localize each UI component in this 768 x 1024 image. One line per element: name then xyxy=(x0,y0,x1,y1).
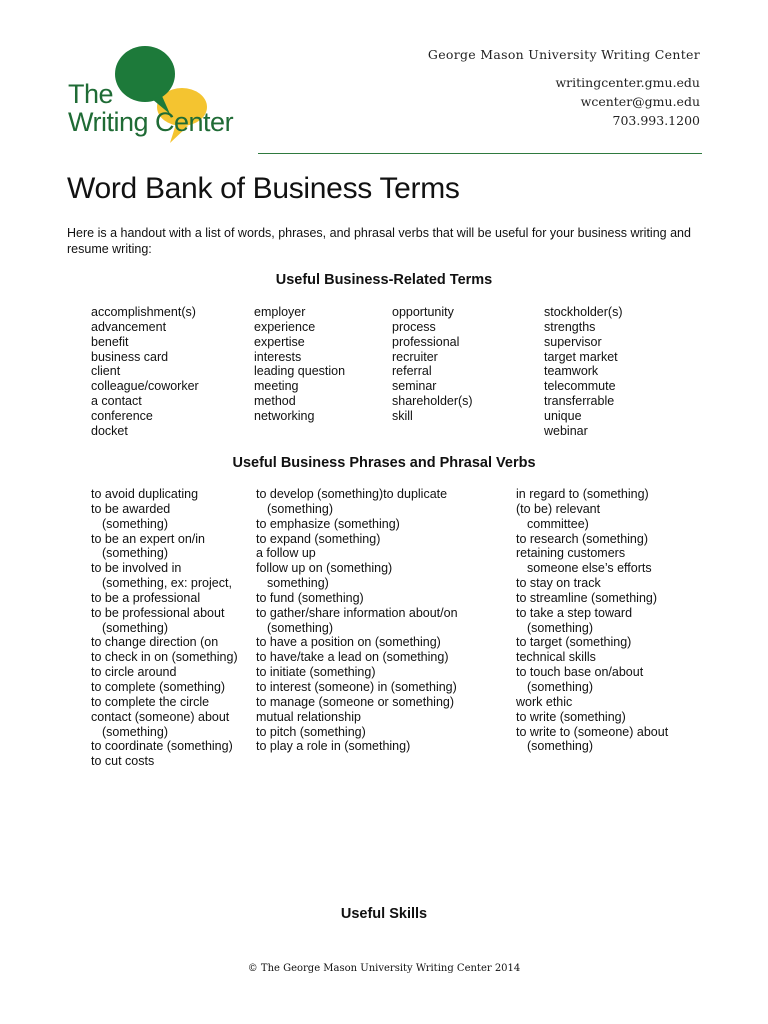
list-item: to complete the circle xyxy=(91,694,210,709)
skills-heading: Useful Skills xyxy=(340,906,428,922)
footer-copyright: © The George Mason University Writing Center 2014 xyxy=(247,963,521,974)
list-item: professional xyxy=(392,334,460,349)
list-item: contact (someone) about xyxy=(91,709,230,724)
list-item: (something) xyxy=(527,739,593,754)
list-item: meeting xyxy=(254,379,299,394)
phone-number: 703.993.1200 xyxy=(612,113,700,128)
list-item: referral xyxy=(392,364,432,379)
phrases-column-1 xyxy=(91,487,238,769)
list-item: to write (something) xyxy=(516,709,626,724)
list-item: to pitch (something) xyxy=(256,724,366,739)
terms-heading: Useful Business-Related Terms xyxy=(275,272,493,288)
list-item: interests xyxy=(254,349,302,364)
list-item: (something) xyxy=(267,501,333,516)
list-item: teamwork xyxy=(544,364,599,379)
list-item: (something) xyxy=(102,620,168,635)
phrases-heading: Useful Business Phrases and Phrasal Verbs xyxy=(232,455,536,471)
list-item: (something) xyxy=(527,679,593,694)
list-item: advancement xyxy=(91,319,167,334)
list-item: employer xyxy=(254,305,306,319)
list-item: to touch base on/about xyxy=(516,665,644,680)
email-link[interactable]: wcenter@gmu.edu xyxy=(580,94,700,109)
list-item: to write to (someone) about xyxy=(516,724,669,739)
org-name: George Mason University Writing Center xyxy=(427,47,700,62)
list-item: client xyxy=(91,364,121,379)
list-item: to play a role in (something) xyxy=(256,739,411,754)
list-item: mutual relationship xyxy=(256,709,361,724)
list-item: skill xyxy=(392,408,413,423)
list-item: business card xyxy=(91,349,169,364)
list-item: (to be) relevant xyxy=(516,501,601,516)
logo-line-2: Writing Center xyxy=(68,107,234,137)
list-item: to be a professional xyxy=(91,590,201,605)
terms-column-2 xyxy=(254,305,345,424)
intro-paragraph: Here is a handout with a list of words, phrases, and phrasal verbs that will be useful for your business writing and resume writing: xyxy=(67,226,691,256)
list-item: benefit xyxy=(91,334,129,349)
list-item: to have/take a lead on (something) xyxy=(256,650,449,665)
list-item: in regard to (something) xyxy=(516,487,649,501)
list-item: something) xyxy=(267,576,329,591)
list-item: to take a step toward xyxy=(516,605,633,620)
list-item: to stay on track xyxy=(516,576,601,591)
list-item: accomplishment(s) xyxy=(91,305,196,319)
list-item: technical skills xyxy=(516,650,596,665)
page-title: Word Bank of Business Terms xyxy=(67,172,460,205)
writing-center-logo xyxy=(66,44,256,154)
list-item: (something) xyxy=(267,620,333,635)
list-item: seminar xyxy=(392,379,437,394)
list-item: a follow up xyxy=(256,546,316,561)
list-item: someone else’s efforts xyxy=(527,561,652,576)
list-item: method xyxy=(254,394,296,409)
list-item: to interest (someone) in (something) xyxy=(256,679,457,694)
list-item: (something, ex: project, xyxy=(102,576,232,591)
list-item: networking xyxy=(254,408,315,423)
list-item: telecommute xyxy=(544,379,616,394)
list-item: retaining customers xyxy=(516,546,626,561)
list-item: (something) xyxy=(102,546,168,561)
list-item: (something) xyxy=(102,724,168,739)
list-item: to coordinate (something) xyxy=(91,739,233,754)
list-item: to be awarded xyxy=(91,501,171,516)
list-item: to have a position on (something) xyxy=(256,635,441,650)
list-item: unique xyxy=(544,408,582,423)
list-item: to avoid duplicating xyxy=(91,487,199,501)
list-item: opportunity xyxy=(392,305,454,319)
list-item: to streamline (something) xyxy=(516,590,658,605)
list-item: a contact xyxy=(91,394,142,409)
list-item: to check in on (something) xyxy=(91,650,238,665)
list-item: work ethic xyxy=(516,694,573,709)
list-item: shareholder(s) xyxy=(392,394,473,409)
list-item: to initiate (something) xyxy=(256,665,376,680)
list-item: follow up on (something) xyxy=(256,561,393,576)
terms-column-4 xyxy=(544,305,623,439)
list-item: leading question xyxy=(254,364,346,379)
list-item: to research (something) xyxy=(516,531,649,546)
list-item: docket xyxy=(91,423,128,438)
terms-column-3 xyxy=(392,305,473,424)
list-item: to gather/share information about/on xyxy=(256,605,458,620)
logo-line-1: The xyxy=(68,79,114,109)
list-item: committee) xyxy=(527,516,589,531)
list-item: target market xyxy=(544,349,618,364)
phrases-column-3 xyxy=(516,487,668,754)
list-item: to be involved in xyxy=(91,561,182,576)
list-item: stockholder(s) xyxy=(544,305,623,319)
list-item: to emphasize (something) xyxy=(256,516,400,531)
terms-column-1 xyxy=(91,305,199,439)
list-item: expertise xyxy=(254,334,305,349)
list-item: supervisor xyxy=(544,334,602,349)
list-item: to target (something) xyxy=(516,635,632,650)
phrases-column-2 xyxy=(256,487,458,754)
list-item: (something) xyxy=(102,516,168,531)
list-item: to be professional about xyxy=(91,605,225,620)
list-item: to develop (something)to duplicate xyxy=(256,487,448,501)
list-item: colleague/coworker xyxy=(91,379,199,394)
list-item: (something) xyxy=(527,620,593,635)
list-item: process xyxy=(392,319,436,334)
website-link[interactable]: writingcenter.gmu.edu xyxy=(555,75,700,90)
list-item: to expand (something) xyxy=(256,531,381,546)
list-item: to fund (something) xyxy=(256,590,364,605)
list-item: recruiter xyxy=(392,349,438,364)
list-item: conference xyxy=(91,408,153,423)
list-item: webinar xyxy=(544,423,588,438)
list-item: to cut costs xyxy=(91,754,155,769)
list-item: to be an expert on/in xyxy=(91,531,205,546)
contact-block xyxy=(428,45,700,130)
header-divider xyxy=(258,153,702,154)
list-item: to complete (something) xyxy=(91,679,226,694)
list-item: strengths xyxy=(544,319,596,334)
list-item: to circle around xyxy=(91,665,177,680)
list-item: experience xyxy=(254,319,316,334)
list-item: to manage (someone or something) xyxy=(256,694,455,709)
list-item: to change direction (on xyxy=(91,635,219,650)
list-item: transferrable xyxy=(544,394,615,409)
